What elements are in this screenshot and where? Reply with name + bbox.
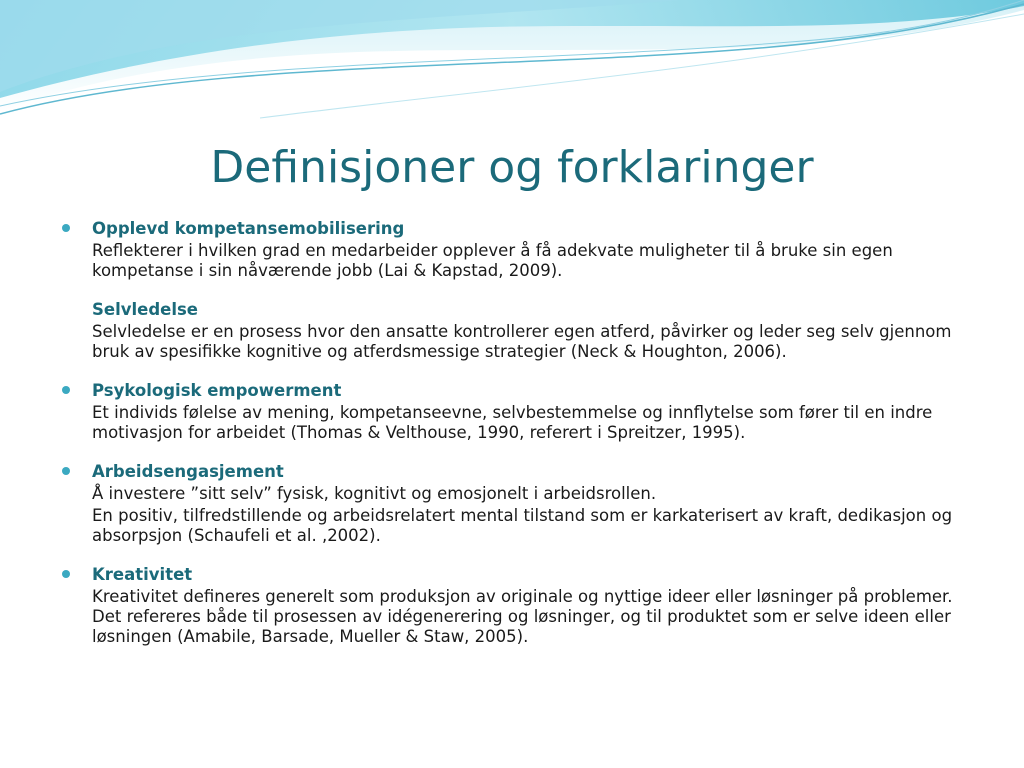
definitions-list [62, 218, 972, 665]
definition-text: Et individs følelse av mening, kompetanseevne, selvbestemmelse og innflytelse som fører til en indre motivasjon for arbeidet (Thomas & Velthouse, 1990, referert i Spreitzer, 1995). [92, 403, 933, 442]
bullet-dot-icon [62, 570, 70, 578]
definition-item [62, 380, 972, 443]
definition-heading: Selvledelse [92, 300, 199, 319]
decorative-wave-banner [0, 0, 1024, 130]
definition-item [62, 461, 972, 546]
definition-text: Å investere ”sitt selv” fysisk, kognitivt og emosjonelt i arbeidsrollen. [92, 484, 657, 503]
slide-title: Definisjoner og forklaringer [210, 142, 814, 193]
definition-text: Kreativitet defineres generelt som produksjon av originale og nyttige ideer eller løsninger på problemer. Det refereres både til prosessen av idégenerering og løsninger, og til produktet som er selve ideen eller løsningen (Amabile, Barsade, Mueller & Staw, 2005). [92, 587, 953, 646]
definition-item [62, 564, 972, 647]
definition-text: En positiv, tilfredstillende og arbeidsrelatert mental tilstand som er karkaterisert av kraft, dedikasjon og absorpsjon (Schaufeli et al. ,2002). [92, 506, 953, 545]
definition-text: Reflekterer i hvilken grad en medarbeider opplever å få adekvate muligheter til å bruke sin egen kompetanse i sin nåværende jobb (Lai & Kapstad, 2009). [92, 241, 893, 280]
definition-text: Selvledelse er en prosess hvor den ansatte kontrollerer egen atferd, påvirker og leder seg selv gjennom bruk av spesifikke kognitive og atferdsmessige strategier (Neck & Houghton, 2006). [92, 322, 952, 361]
definition-heading: Arbeidsengasjement [92, 462, 284, 481]
bullet-dot-icon [62, 467, 70, 475]
definition-heading: Kreativitet [92, 565, 193, 584]
definition-item [62, 299, 972, 362]
definition-item [62, 218, 972, 281]
bullet-dot-icon [62, 386, 70, 394]
bullet-dot-icon [62, 224, 70, 232]
definition-heading: Opplevd kompetansemobilisering [92, 219, 405, 238]
definition-heading: Psykologisk empowerment [92, 381, 342, 400]
